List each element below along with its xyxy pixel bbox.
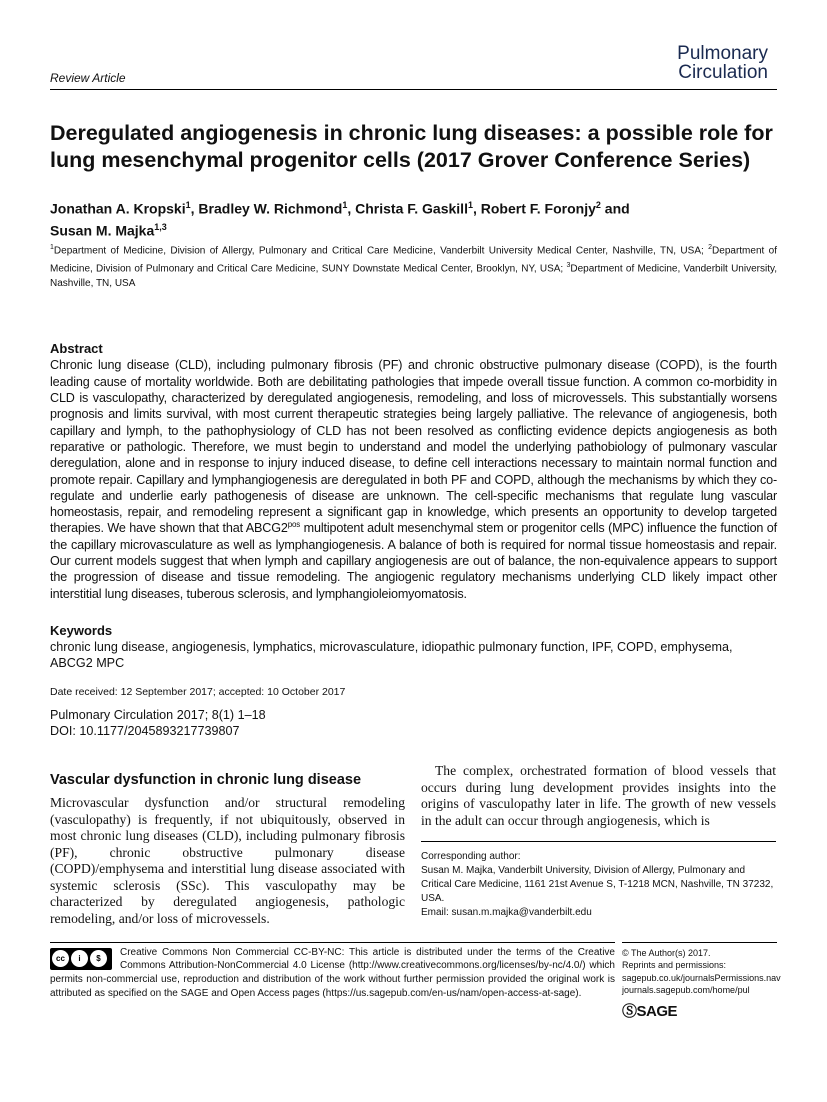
- body-columns: [50, 763, 777, 928]
- permissions-link[interactable]: sagepub.co.uk/journalsPermissions.nav: [622, 972, 781, 983]
- citation-block: [50, 707, 777, 739]
- abstract-part: Chronic lung disease (CLD), including pulmonary fibrosis (PF) and chronic obstructive pulmonary disease (COPD), is the fourth leading cause of mortality worldwide. Both are debilitating pathologies that impede overall tissue function. A common co-morbidity in CLD is vasculopathy, characterized by deregulated angiogenesis, remodeling, and loss of microvessels. This substantially worsens prognosis and limits survival, with most current therapeutic strategies being largely palliative. The relevance of angiogenesis, both capillary and lymph, to the pathophysiology of CLD has not been resolved as conflicting evidence depicts angiogenesis as both reparative or pathologic. Therefore, we must begin to understand and model the underlying pathobiology of pulmonary vascular deregulation, alone and in response to injury induced disease, to define cell interactions necessary to maintain normal function and promote repair. Capillary and lymphangiogenesis are deregulated in both PF and COPD, although the mechanisms by which they co-regulate and underlie early pathogenesis of disease are unknown. The cell-specific mechanisms that regulate lung vascular homeostasis, repair, and remodeling represent a significant gap in knowledge, which presents an opportunity to develop targeted therapies. We have shown that that ABCG2: [50, 358, 777, 536]
- license-block: [50, 942, 615, 1021]
- cc-by-nc-icon: cc i $: [50, 948, 112, 970]
- corresponding-address: Susan M. Majka, Vanderbilt University, Division of Allergy, Pulmonary and Critical Care Medicine, 1161 21st Avenue S, T-1218 MCN, Nashville, TN 37232, USA.: [421, 865, 774, 905]
- journal-link[interactable]: journals.sagepub.com/home/pul: [622, 985, 750, 996]
- author-sup: 1: [467, 200, 473, 210]
- copyright: © The Author(s) 2017.: [622, 947, 711, 958]
- affil-sup: 2: [708, 244, 713, 252]
- abstract-part: multipotent adult mesenchymal stem or progenitor cells (MPC) influence the function of the capillary microvasculature as well as lymphangiogenesis. A balance of both is required for normal tissue homeostasis and repair. Our current models suggest that when lymph and capillary angiogenesis are out of balance, the non-equivalence appears to support the progression of disease and tissue remodeling. The angiogenic regulatory mechanisms underlying CLD likely impact other interstitial lung diseases, tuberous sclerosis, and lymphangioleiomyomatosis.: [50, 521, 777, 601]
- author: Susan M. Majka: [50, 222, 155, 239]
- affiliations: [50, 241, 777, 291]
- affil-sup: 3: [566, 262, 571, 270]
- author: Christa F. Gaskill: [355, 200, 468, 217]
- doi[interactable]: DOI: 10.1177/2045893217739807: [50, 723, 240, 738]
- body-left-column: Microvascular dysfunction and/or structural remodeling (vasculopathy) is frequently, if not ubiquitously, observed in most chronic lung diseases (CLD), including pulmonary fibrosis (PF), chronic obstructive pulmonary disease (COPD)/emphysema and interstitial lung disease associated with systemic sclerosis (SSc). This vasculopathy may be characterized by deregulated angiogenesis, pathologic remodeling, and/or loss of microvessels.: [50, 794, 405, 927]
- page-footer: [50, 942, 781, 1021]
- author-sep: ,: [347, 200, 356, 217]
- author-sup: 1,3: [154, 221, 167, 232]
- publisher-name: SAGE: [636, 1002, 678, 1020]
- article-type: Review Article: [50, 71, 126, 85]
- author-sep: and: [600, 200, 630, 217]
- abstract-sup: pos: [287, 520, 301, 530]
- journal-name-line2: Circulation: [678, 62, 768, 83]
- affiliation: Department of Medicine, Division of Pulmonary and Critical Care Medicine, SUNY Downstate Medical Center, Brooklyn, NY, USA;: [50, 245, 777, 275]
- sage-icon: Ⓢ: [622, 1002, 637, 1020]
- author-list: [50, 196, 777, 239]
- keywords-text: chronic lung disease, angiogenesis, lymphatics, microvasculature, idiopathic pulmonary function, IPF, COPD, emphysema, ABCG2 MPC: [50, 639, 733, 670]
- keywords-heading: Keywords: [50, 622, 113, 638]
- affiliation: Department of Medicine, Division of Allergy, Pulmonary and Critical Care Medicine, Vanderbilt University Medical Center, Nashville, TN, USA;: [53, 245, 709, 257]
- dates: Date received: 12 September 2017; accepted: 10 October 2017: [50, 685, 346, 698]
- author-sep: ,: [190, 200, 199, 217]
- corresponding-label: Corresponding author:: [421, 851, 521, 863]
- citation: Pulmonary Circulation 2017; 8(1) 1–18: [50, 707, 266, 722]
- rights-block: [622, 942, 781, 1021]
- journal-logo: [677, 44, 768, 82]
- corresponding-author: [421, 841, 776, 920]
- paper-title: Deregulated angiogenesis in chronic lung diseases: a possible role for lung mesenchymal progenitor cells (2017 Grover Conference Series): [50, 121, 773, 172]
- affil-sup: 1: [50, 244, 54, 252]
- author: Jonathan A. Kropski: [50, 200, 186, 217]
- sage-logo: [622, 1000, 777, 1021]
- author-sup: 1: [185, 200, 191, 210]
- page-header: [50, 44, 777, 90]
- author: Robert F. Foronjy: [480, 200, 596, 217]
- journal-name-line1: Pulmonary: [677, 43, 768, 64]
- author: Bradley W. Richmond: [198, 200, 343, 217]
- author-sup: 2: [595, 200, 601, 210]
- abstract-text: [50, 357, 777, 601]
- body-right-column: The complex, orchestrated formation of blood vessels that occurs during lung development provides insights into the origins of vasculopathy later in life. The growth of new vessels in the adult can occur through angiogenesis, which is: [421, 762, 776, 828]
- corresponding-email[interactable]: Email: susan.m.majka@vanderbilt.edu: [421, 907, 592, 919]
- section-heading: Vascular dysfunction in chronic lung disease: [50, 771, 362, 788]
- right-column: [421, 763, 776, 928]
- abstract-heading: Abstract: [50, 341, 103, 357]
- reprints-label: Reprints and permissions:: [622, 960, 727, 971]
- affiliation: Department of Medicine, Vanderbilt University, Nashville, TN, USA: [50, 263, 778, 289]
- license-text: Creative Commons Non Commercial CC-BY-NC: This article is distributed under the terms of the Creative Commons Attribution-NonCommercial 4.0 License (http://www.creativecommons.org/licenses/by-nc/4.0/) which permits non-commercial use, reproduction and distribution of the work without further permission provided the original work is attributed as specified on the SAGE and Open Access pages (https://us.sagepub.com/en-us/nam/open-access-at-sage).: [50, 946, 615, 999]
- left-column: [50, 763, 405, 928]
- author-sup: 1: [342, 200, 348, 210]
- author-sep: ,: [472, 200, 481, 217]
